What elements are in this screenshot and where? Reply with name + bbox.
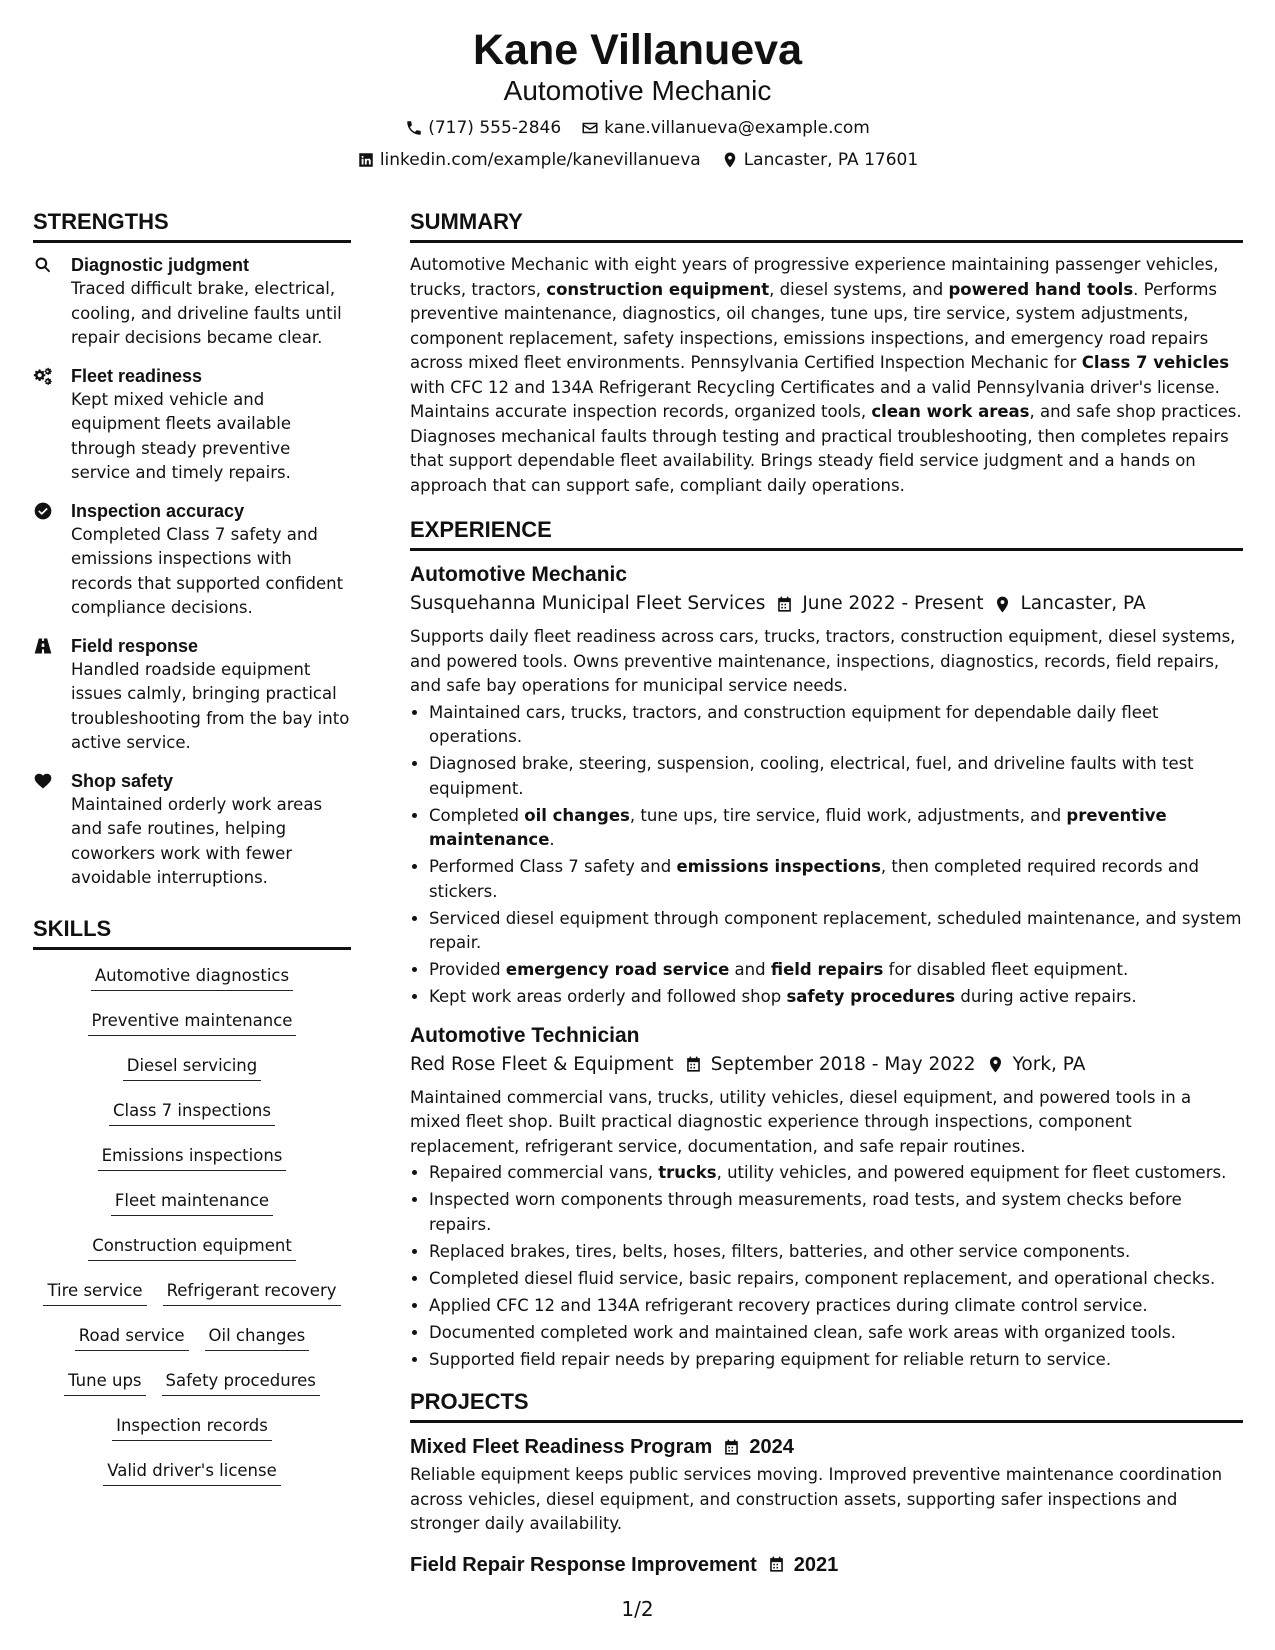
strengths-heading: STRENGTHS <box>33 208 351 243</box>
job-dates-text: June 2022 - Present <box>802 593 984 614</box>
bullet-item: • Repaired commercial vans, trucks, utility vehicles, and powered equipment for fleet customers. <box>429 1161 1243 1186</box>
project-year <box>722 1433 794 1461</box>
bullet-item: • Performed Class 7 safety and emissions inspections, then completed required records and stickers. <box>429 855 1243 904</box>
bullet-item: • Diagnosed brake, steering, suspension, cooling, electrical, fuel, and driveline faults with test equipment. <box>429 752 1243 801</box>
skill-tag: Tire service <box>43 1279 146 1306</box>
bold-text: powered hand tools <box>948 279 1134 299</box>
road-icon <box>33 636 53 656</box>
experience-heading: EXPERIENCE <box>410 516 1243 551</box>
job-location-text: Lancaster, PA <box>1020 593 1146 614</box>
bold-text: emissions inspections <box>676 857 881 876</box>
strength-item <box>33 253 351 351</box>
skill-row <box>33 1054 351 1099</box>
bold-text: Class 7 vehicles <box>1081 353 1230 372</box>
linkedin-text: linkedin.com/example/kanevillanueva <box>379 150 701 170</box>
job-meta <box>410 589 1243 619</box>
skill-row <box>33 1459 351 1504</box>
strength-body <box>71 769 351 891</box>
phone-text: (717) 555-2846 <box>428 118 562 138</box>
location-contact <box>721 148 918 172</box>
strength-desc: Handled roadside equipment issues calmly, bringing practical troubleshooting from the bay into active service. <box>71 659 350 752</box>
candidate-title: Automotive Mechanic <box>503 75 772 106</box>
bold-text: emergency road service <box>505 960 730 979</box>
magnifier-icon <box>33 255 53 275</box>
skill-row <box>33 1144 351 1189</box>
strength-title: Fleet readiness <box>71 365 203 386</box>
strength-icon-wrap <box>33 499 71 621</box>
bullet-item: • Documented completed work and maintained clean, safe work areas with organized tools. <box>429 1321 1243 1346</box>
skill-row <box>33 1279 351 1324</box>
job-bullets <box>410 701 1243 1010</box>
right-column <box>410 208 1243 1579</box>
skill-tag: Refrigerant recovery <box>163 1279 341 1306</box>
bullet-item: • Replaced brakes, tires, belts, hoses, filters, batteries, and other service components. <box>429 1240 1243 1265</box>
skill-tag: Safety procedures <box>162 1369 320 1396</box>
bullet-item: • Applied CFC 12 and 134A refrigerant recovery practices during climate control service. <box>429 1294 1243 1319</box>
bullet-item: • Completed diesel fluid service, basic repairs, component replacement, and operational checks. <box>429 1267 1243 1292</box>
skill-tag: Inspection records <box>112 1414 272 1441</box>
job-location <box>986 1050 1086 1080</box>
job-location <box>993 589 1145 619</box>
project-title <box>410 1551 1243 1579</box>
check-circle-icon <box>33 501 53 521</box>
left-column <box>33 208 351 1504</box>
job-company: Susquehanna Municipal Fleet Services <box>410 593 766 614</box>
bullet-item: • Supported field repair needs by preparing equipment for reliable return to service. <box>429 1348 1243 1373</box>
project-year-text: 2024 <box>749 1436 794 1458</box>
linkedin-icon <box>357 151 375 169</box>
bold-text: construction equipment <box>546 279 770 299</box>
skill-row <box>33 1414 351 1459</box>
strength-item <box>33 634 351 756</box>
skill-tag: Oil changes <box>205 1324 310 1351</box>
contact-row-2 <box>0 148 1275 172</box>
bold-text: safety procedures <box>786 987 956 1006</box>
strength-title: Shop safety <box>71 770 174 791</box>
job-entry <box>410 561 1243 1010</box>
bold-text: oil changes <box>524 805 630 825</box>
map-pin-icon <box>721 151 739 169</box>
bullet-item: • Serviced diesel equipment through component replacement, scheduled maintenance, and system repair. <box>429 907 1243 956</box>
project-year-text: 2021 <box>793 1553 839 1576</box>
phone-contact[interactable] <box>405 116 561 140</box>
bullet-item: • Completed oil changes, tune ups, tire service, fluid work, adjustments, and preventive maintenance. <box>429 804 1243 853</box>
email-contact[interactable] <box>581 116 870 140</box>
job-dates-text: September 2018 - May 2022 <box>710 1053 976 1075</box>
project-entry <box>410 1433 1243 1537</box>
calendar-icon <box>767 1555 786 1574</box>
experience-list <box>410 561 1243 1372</box>
skills-heading: SKILLS <box>33 915 351 950</box>
skill-tag: Fleet maintenance <box>111 1189 273 1216</box>
skill-row <box>33 1189 351 1234</box>
strength-icon-wrap <box>33 769 71 891</box>
location-text: Lancaster, PA 17601 <box>743 150 919 170</box>
strength-body <box>71 253 351 351</box>
job-dates <box>775 589 983 619</box>
skill-tag: Emissions inspections <box>98 1144 287 1171</box>
strength-desc: Kept mixed vehicle and equipment fleets available through steady preventive service and timely repairs. <box>71 389 292 482</box>
strength-icon-wrap <box>33 364 71 486</box>
job-location-text: York, PA <box>1012 1053 1086 1075</box>
project-description: Reliable equipment keeps public services moving. Improved preventive maintenance coordination across vehicles, diesel equipment, and construction assets, supporting safer inspections and stronger daily availability. <box>410 1465 1223 1533</box>
job-meta <box>410 1050 1243 1080</box>
page-number: 1/2 <box>621 1597 654 1621</box>
linkedin-contact[interactable] <box>357 148 701 172</box>
strength-title: Inspection accuracy <box>71 500 245 521</box>
job-description: Maintained commercial vans, trucks, utility vehicles, diesel equipment, and powered tools in a mixed fleet shop. Built practical diagnostic experience through inspections, component replacement, refrigerant service, documentation, and safe repair routines. <box>410 1087 1192 1156</box>
envelope-icon <box>581 119 599 137</box>
strength-item <box>33 499 351 621</box>
strength-desc: Traced difficult brake, electrical, cooling, and driveline faults until repair decisions became clear. <box>71 279 342 347</box>
skill-tag: Automotive diagnostics <box>91 964 293 991</box>
map-pin-icon <box>986 1055 1005 1074</box>
strength-icon-wrap <box>33 253 71 351</box>
strength-body <box>71 499 351 621</box>
bold-text: clean work areas <box>871 402 1030 421</box>
skill-tag: Construction equipment <box>88 1234 296 1261</box>
skill-row <box>33 1324 351 1369</box>
strength-title: Field response <box>71 635 199 656</box>
summary-text: Automotive Mechanic with eight years of progressive experience maintaining passenger vehicles, trucks, tractors, construction equipment, diesel systems, and powered hand tools. Performs preventive maintenance, diagnostics, oil changes, tune ups, tire service, system adjustments, component replacement, safety inspections, emissions inspections, and emergency road repairs across mixed fleet environments. Pennsylvania Certified Inspection Mechanic for Class 7 vehicles with CFC 12 and 134A Refrigerant Recycling Certificates and a valid Pennsylvania driver's license. Maintains accurate inspection records, organized tools, clean work areas, and safe shop practices. Diagnoses mechanical faults through testing and practical troubleshooting, then completes repairs that support dependable fleet availability. Brings steady field service judgment and a hands on approach that can support safe, compliant daily operations. <box>410 255 1242 495</box>
strength-item <box>33 364 351 486</box>
projects-list <box>410 1433 1243 1579</box>
strength-desc: Completed Class 7 safety and emissions inspections with records that supported confident compliance decisions. <box>71 524 344 617</box>
email-text: kane.villanueva@example.com <box>604 118 870 138</box>
strength-icon-wrap <box>33 634 71 756</box>
job-entry <box>410 1022 1243 1373</box>
skill-tag: Tune ups <box>64 1369 145 1396</box>
bullet-item: • Maintained cars, trucks, tractors, and construction equipment for dependable daily fleet operations. <box>429 701 1243 750</box>
job-dates <box>684 1050 976 1080</box>
resume-header <box>0 24 1275 172</box>
strength-body <box>71 634 351 756</box>
phone-icon <box>405 119 423 137</box>
heart-icon <box>33 771 53 791</box>
bullet-item: • Inspected worn components through measurements, road tests, and system checks before repairs. <box>429 1188 1243 1237</box>
project-entry <box>410 1551 1243 1579</box>
skills-list <box>33 964 351 1504</box>
map-pin-icon <box>993 595 1012 614</box>
skill-row <box>33 1099 351 1144</box>
strength-title: Diagnostic judgment <box>71 255 250 275</box>
job-bullets <box>410 1161 1243 1372</box>
skill-row <box>33 1234 351 1279</box>
project-name: Field Repair Response Improvement <box>410 1553 757 1576</box>
gears-icon <box>33 366 53 386</box>
skill-tag: Class 7 inspections <box>109 1099 275 1126</box>
calendar-icon <box>722 1438 741 1457</box>
skill-row <box>33 964 351 1009</box>
project-name: Mixed Fleet Readiness Program <box>410 1436 713 1458</box>
job-title: Automotive Mechanic <box>410 563 628 586</box>
strengths-list <box>33 253 351 891</box>
bullet-item: • Provided emergency road service and field repairs for disabled fleet equipment. <box>429 958 1243 983</box>
skill-row <box>33 1009 351 1054</box>
skill-tag: Preventive maintenance <box>88 1009 297 1036</box>
skill-row <box>33 1369 351 1414</box>
strength-item <box>33 769 351 891</box>
job-company: Red Rose Fleet & Equipment <box>410 1053 674 1075</box>
strength-body <box>71 364 351 486</box>
strength-desc: Maintained orderly work areas and safe routines, helping coworkers work with fewer avoidable interruptions. <box>71 794 323 887</box>
bold-text: preventive maintenance <box>429 805 1167 849</box>
calendar-icon <box>684 1055 703 1074</box>
projects-heading: PROJECTS <box>410 1388 1243 1423</box>
calendar-icon <box>775 595 794 614</box>
summary-heading: SUMMARY <box>410 208 1243 243</box>
contact-row-1 <box>0 116 1275 140</box>
bullet-item: • Kept work areas orderly and followed shop safety procedures during active repairs. <box>429 985 1243 1010</box>
job-title: Automotive Technician <box>410 1023 640 1047</box>
project-title <box>410 1433 1243 1461</box>
candidate-name: Kane Villanueva <box>472 26 803 74</box>
bold-text: field repairs <box>770 960 884 979</box>
project-year <box>767 1551 839 1579</box>
skill-tag: Diesel servicing <box>123 1054 262 1081</box>
skill-tag: Road service <box>75 1324 189 1351</box>
bold-text: trucks <box>658 1163 717 1182</box>
skill-tag: Valid driver's license <box>103 1459 281 1486</box>
job-description: Supports daily fleet readiness across cars, trucks, tractors, construction equipment, diesel systems, and powered tools. Owns preventive maintenance, inspections, diagnostics, records, field repairs, and safe bay operations for municipal service needs. <box>410 627 1236 695</box>
